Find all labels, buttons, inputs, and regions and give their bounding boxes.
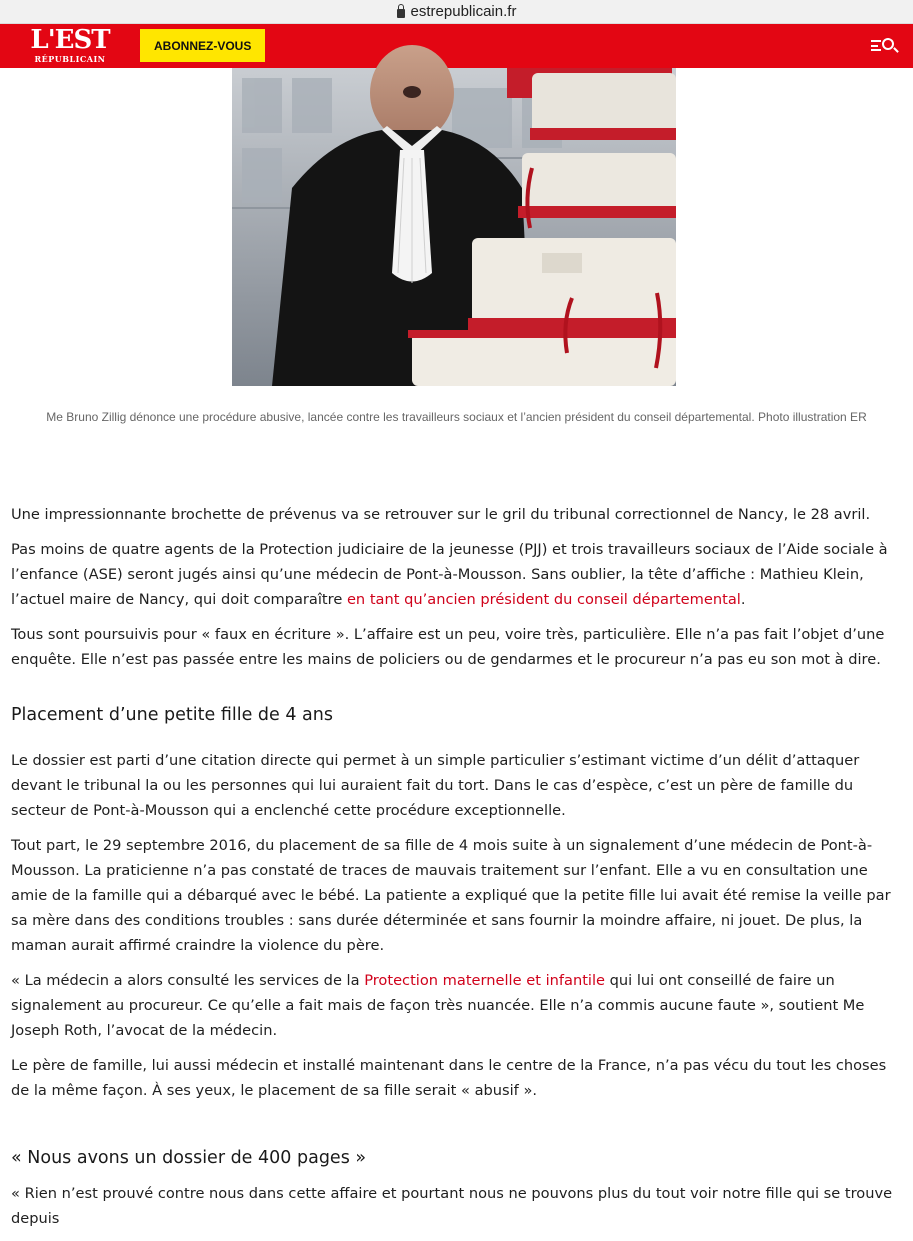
site-header (0, 24, 913, 68)
article-body (11, 502, 896, 1241)
section-heading: « Nous avons un dossier de 400 pages » (11, 1148, 367, 1168)
logo-title: L'EST (30, 25, 110, 55)
section-heading: Placement d’une petite fille de 4 ans (11, 705, 333, 725)
menu-icon (871, 40, 881, 54)
browser-url-bar[interactable] (0, 0, 913, 24)
article-paragraph: Une impressionnante brochette de prévenus va se retrouver sur le gril du tribunal correctionnel de Nancy, le 28 avril. (11, 506, 871, 523)
article-paragraph: Le père de famille, lui aussi médecin et installé maintenant dans le centre de la France, n’a pas vécu du tout les choses de la même façon. À ses yeux, le placement de sa fille serait « abusif ». (11, 1057, 887, 1099)
article-paragraph: « La médecin a alors consulté les services de la Protection maternelle et infantile qui lui ont conseillé de faire un signalement au procureur. Ce qu’elle a fait mais de façon très nuancée. Elle n’a commis aucune faute », soutient Me Joseph Roth, l’avocat de la médecin. (11, 972, 865, 1039)
article-photo (232, 68, 676, 386)
article-paragraph: « Rien n’est prouvé contre nous dans cette affaire et pourtant nous ne pouvons plus du tout voir notre fille qui se trouve depuis (11, 1185, 893, 1227)
inline-link-pmi[interactable]: Protection maternelle et infantile (364, 972, 606, 989)
article-paragraph: Le dossier est parti d’une citation directe qui permet à un simple particulier s’estimant victime d’un délit d’attaquer devant le tribunal la ou les personnes qui lui auraient fait du tort. Dans le cas d’espèce, c’est un père de famille du secteur de Pont-à-Mousson qui a enclenché cette procédure exceptionnelle. (11, 752, 860, 819)
article-paragraph: Tout part, le 29 septembre 2016, du placement de sa fille de 4 mois suite à un signalement d’une médecin de Pont-à-Mousson. La praticienne n’a pas constaté de traces de mauvais traitement sur l’enfant. Elle a vu en consultation une amie de la famille qui a débarqué avec le bébé. La patiente a expliqué que la petite fille lui avait été remise la veille par sa mère dans des conditions troubles : sans durée déterminée et sans fournir la moindre affaire, ni jouet. De plus, la maman aurait affirmé craindre la violence du père. (11, 837, 891, 954)
photo-caption: Me Bruno Zillig dénonce une procédure abusive, lancée contre les travailleurs sociaux et l’ancien président du conseil départemental. Photo illustration ER (46, 410, 867, 424)
search-icon (882, 38, 894, 50)
menu-search-button[interactable] (871, 36, 899, 56)
logo-subtitle: RÉPUBLICAIN (34, 54, 106, 64)
lock-icon (397, 9, 405, 18)
article-paragraph: Pas moins de quatre agents de la Protection judiciaire de la jeunesse (PJJ) et trois travailleurs sociaux de l’Aide sociale à l’enfance (ASE) seront jugés ainsi qu’une médecin de Pont-à-Mousson. Sans oublier, la tête d’affiche : Mathieu Klein, l’actuel maire de Nancy, qui doit comparaître en tant qu’ancien président du conseil départemental. (11, 541, 888, 608)
subscribe-button[interactable]: ABONNEZ-VOUS (140, 29, 265, 62)
url-host: estrepublicain.fr (410, 3, 517, 20)
article-paragraph: Tous sont poursuivis pour « faux en écriture ». L’affaire est un peu, voire très, particulière. Elle n’a pas fait l’objet d’une enquête. Elle n’est pas passée entre les mains de policiers ou de gendarmes et le procureur n’a pas eu son mot à dire. (11, 626, 885, 668)
inline-link-conseil-departemental[interactable]: en tant qu’ancien président du conseil départemental (346, 591, 741, 608)
site-logo[interactable] (30, 26, 110, 64)
